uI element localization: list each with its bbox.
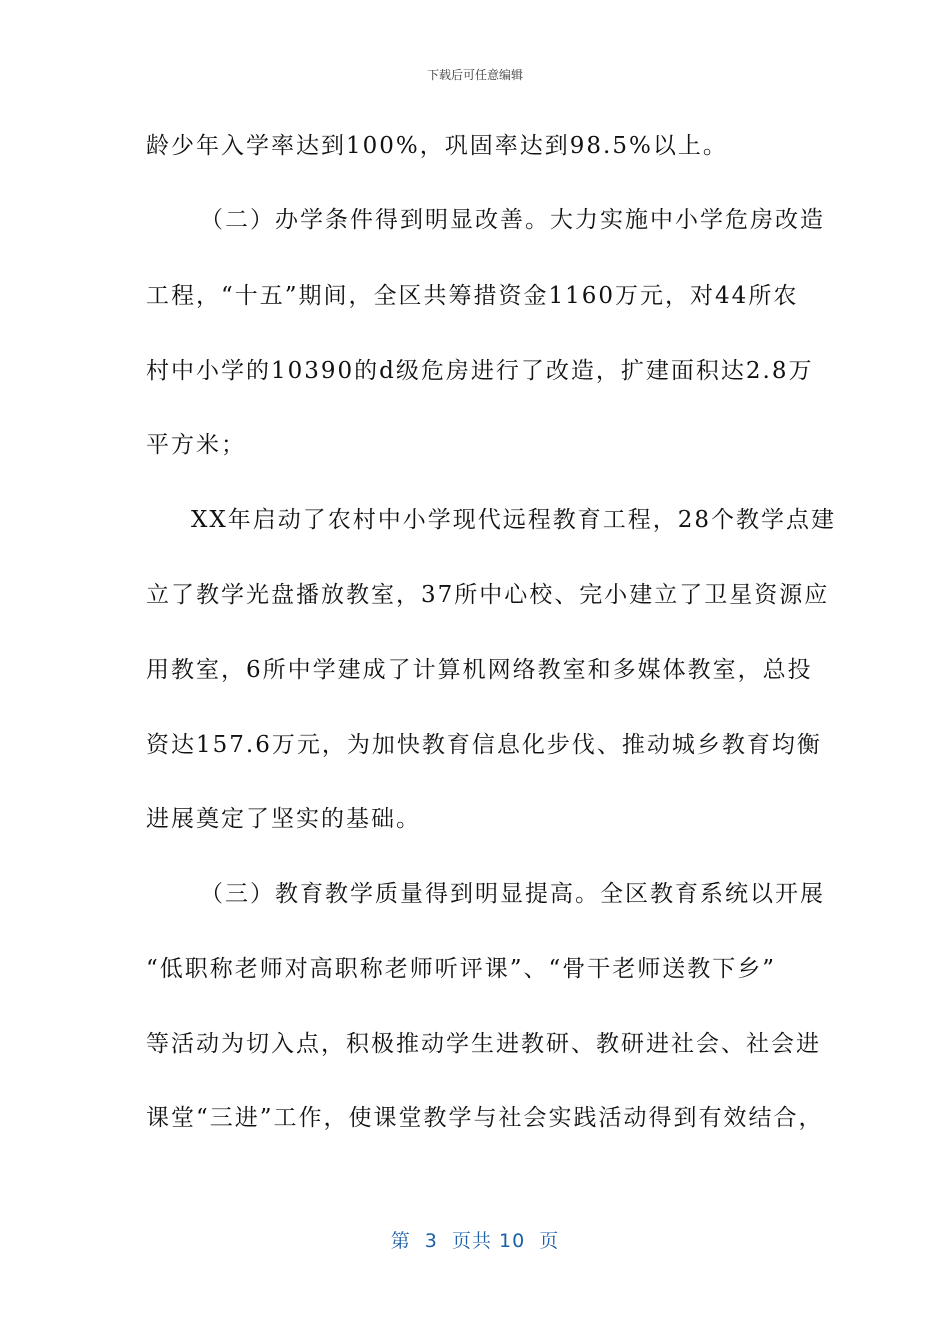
text-line: 平方米；	[146, 432, 246, 458]
text-line: 工程，“十五”期间，全区共筹措资金1160万元，对44所农	[146, 283, 799, 309]
text-line: “低职称老师对高职称老师听评课”、“骨干老师送教下乡”	[146, 956, 777, 982]
text-line: 进展奠定了坚实的基础。	[146, 806, 421, 832]
text-line: 等活动为切入点，积极推动学生进教研、教研进社会、社会进	[146, 1031, 821, 1057]
text-line: 立了教学光盘播放教室，37所中心校、完小建立了卫星资源应	[146, 582, 830, 608]
text-line: （三）教育教学质量得到明显提高。全区教育系统以开展	[200, 881, 825, 907]
text-line: 资达157.6万元，为加快教育信息化步伐、推动城乡教育均衡	[146, 732, 822, 758]
text-line: 村中小学的10390的d级危房进行了改造，扩建面积达2.8万	[146, 358, 814, 384]
text-line: 龄少年入学率达到100%，巩固率达到98.5%以上。	[146, 133, 728, 159]
page-footer	[0, 1226, 950, 1253]
header-note: 下载后可任意编辑	[426, 68, 523, 82]
page-number: 第 3 页共 10 页	[390, 1230, 560, 1252]
text-line: 课堂“三进”工作，使课堂教学与社会实践活动得到有效结合，	[146, 1105, 824, 1131]
text-line: 用教室，6所中学建成了计算机网络教室和多媒体教室，总投	[146, 657, 813, 683]
text-line: XX年启动了农村中小学现代远程教育工程，28个教学点建	[191, 507, 837, 533]
text-line: （二）办学条件得到明显改善。大力实施中小学危房改造	[200, 207, 825, 233]
